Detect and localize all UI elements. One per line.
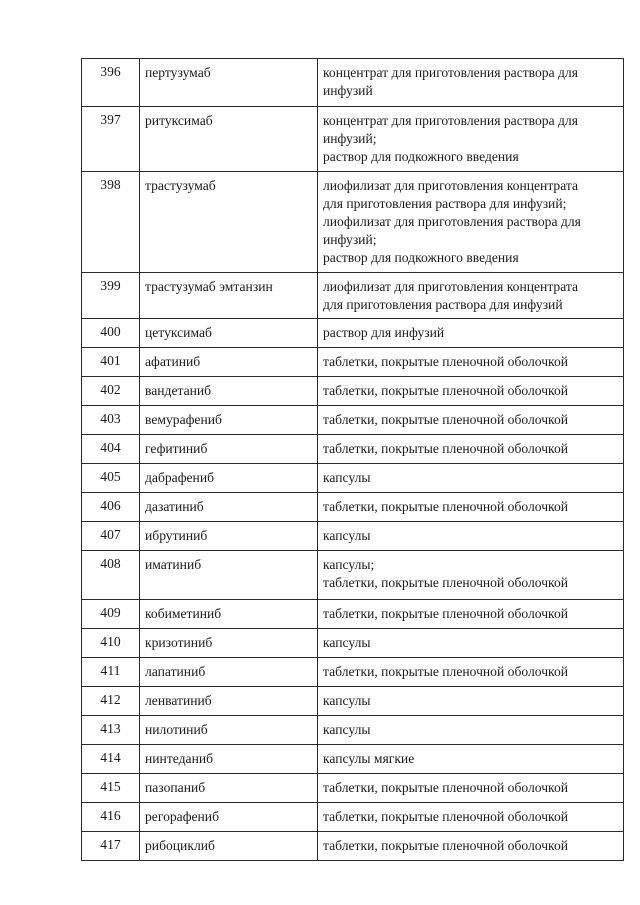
drug-name-cell (140, 551, 318, 600)
dosage-form-cell (318, 522, 624, 551)
dosage-form: концентрат для приготовления раствора для инфузий; раствор для подкожного введения (323, 113, 578, 164)
drug-name: нинтеданиб (145, 751, 214, 766)
table-row (82, 522, 624, 551)
dosage-form-cell (318, 551, 624, 600)
dosage-form-cell (318, 774, 624, 803)
table-row (82, 493, 624, 522)
dosage-form-cell (318, 107, 624, 172)
drug-name-cell (140, 803, 318, 832)
table-row (82, 629, 624, 658)
dosage-form: таблетки, покрытые пленочной оболочкой (323, 412, 569, 427)
dosage-form: раствор для инфузий (323, 325, 445, 340)
row-number: 410 (100, 634, 121, 649)
dosage-form-cell (318, 745, 624, 774)
drug-name: афатиниб (145, 354, 201, 369)
drug-name: дабрафениб (145, 470, 215, 485)
drug-name-cell (140, 319, 318, 348)
table-row (82, 774, 624, 803)
drug-name-cell (140, 600, 318, 629)
row-number-cell (82, 716, 140, 745)
table-row (82, 600, 624, 629)
drug-name: ритуксимаб (145, 113, 213, 128)
table-row (82, 687, 624, 716)
row-number: 407 (100, 527, 121, 542)
row-number-cell (82, 348, 140, 377)
row-number-cell (82, 774, 140, 803)
row-number-cell (82, 464, 140, 493)
row-number-cell (82, 629, 140, 658)
drug-name: пертузумаб (145, 65, 211, 80)
table-row (82, 464, 624, 493)
row-number: 406 (100, 498, 121, 513)
row-number-cell (82, 406, 140, 435)
row-number: 402 (100, 382, 121, 397)
table-row (82, 435, 624, 464)
row-number: 401 (100, 353, 121, 368)
dosage-form: капсулы; таблетки, покрытые пленочной оболочкой (323, 557, 569, 590)
drug-name: вемурафениб (145, 412, 222, 427)
dosage-form-cell (318, 377, 624, 406)
drug-name: кризотиниб (145, 635, 213, 650)
table-body (82, 59, 624, 861)
drug-name: дазатиниб (145, 499, 204, 514)
dosage-form: таблетки, покрытые пленочной оболочкой (323, 354, 569, 369)
table-row (82, 803, 624, 832)
row-number: 399 (100, 278, 121, 293)
row-number: 405 (100, 469, 121, 484)
row-number-cell (82, 435, 140, 464)
table-row (82, 406, 624, 435)
dosage-form-cell (318, 658, 624, 687)
drug-name: пазопаниб (145, 780, 206, 795)
dosage-form-cell (318, 348, 624, 377)
table-row (82, 273, 624, 319)
row-number-cell (82, 493, 140, 522)
dosage-form-cell (318, 803, 624, 832)
drug-name-cell (140, 716, 318, 745)
dosage-form-cell (318, 832, 624, 861)
row-number: 411 (100, 663, 121, 678)
row-number-cell (82, 107, 140, 172)
dosage-form: капсулы мягкие (323, 751, 415, 766)
drug-name-cell (140, 629, 318, 658)
row-number-cell (82, 59, 140, 107)
table-row (82, 832, 624, 861)
drug-name-cell (140, 832, 318, 861)
row-number-cell (82, 319, 140, 348)
row-number: 408 (100, 556, 121, 571)
row-number: 396 (100, 64, 121, 79)
row-number-cell (82, 687, 140, 716)
table-row (82, 658, 624, 687)
drug-name: ленватиниб (145, 693, 212, 708)
dosage-form: концентрат для приготовления раствора для инфузий (323, 65, 578, 98)
table-row (82, 551, 624, 600)
drug-name: ибрутиниб (145, 528, 208, 543)
drug-name-cell (140, 348, 318, 377)
dosage-form-cell (318, 493, 624, 522)
dosage-form-cell (318, 406, 624, 435)
row-number-cell (82, 832, 140, 861)
table-row (82, 348, 624, 377)
row-number: 397 (100, 112, 121, 127)
row-number: 416 (100, 808, 121, 823)
row-number-cell (82, 658, 140, 687)
dosage-form-cell (318, 172, 624, 273)
drug-name: нилотиниб (145, 722, 208, 737)
drug-name-cell (140, 658, 318, 687)
dosage-form: лиофилизат для приготовления концентрата для приготовления раствора для инфузий (323, 279, 579, 312)
dosage-form: капсулы (323, 722, 371, 737)
row-number-cell (82, 377, 140, 406)
dosage-form-cell (318, 716, 624, 745)
dosage-form-cell (318, 600, 624, 629)
drug-name-cell (140, 107, 318, 172)
row-number: 409 (100, 605, 121, 620)
dosage-form-cell (318, 435, 624, 464)
drug-name: трастузумаб (145, 178, 216, 193)
drug-name: регорафениб (145, 809, 220, 824)
row-number: 404 (100, 440, 121, 455)
row-number: 414 (100, 750, 121, 765)
table-row (82, 716, 624, 745)
dosage-form-cell (318, 59, 624, 107)
drug-name-cell (140, 172, 318, 273)
row-number-cell (82, 172, 140, 273)
dosage-form: таблетки, покрытые пленочной оболочкой (323, 664, 569, 679)
dosage-form: капсулы (323, 470, 371, 485)
dosage-form: таблетки, покрытые пленочной оболочкой (323, 780, 569, 795)
row-number: 398 (100, 177, 121, 192)
row-number: 417 (100, 837, 121, 852)
dosage-form: капсулы (323, 635, 371, 650)
dosage-form: лиофилизат для приготовления концентрата для приготовления раствора для инфузий; лиофилизат для приготовления раствора для инфузий; раствор для подкожного введения (323, 178, 581, 265)
table-row (82, 377, 624, 406)
drug-name: цетуксимаб (145, 325, 212, 340)
dosage-form-cell (318, 629, 624, 658)
drug-list-table (81, 58, 624, 861)
table-row (82, 59, 624, 107)
drug-name: иматиниб (145, 557, 202, 572)
dosage-form: таблетки, покрытые пленочной оболочкой (323, 809, 569, 824)
row-number-cell (82, 551, 140, 600)
dosage-form: таблетки, покрытые пленочной оболочкой (323, 441, 569, 456)
drug-name-cell (140, 774, 318, 803)
table-row (82, 745, 624, 774)
drug-name-cell (140, 406, 318, 435)
dosage-form-cell (318, 319, 624, 348)
drug-name-cell (140, 493, 318, 522)
table-row (82, 172, 624, 273)
dosage-form: таблетки, покрытые пленочной оболочкой (323, 383, 569, 398)
dosage-form: капсулы (323, 528, 371, 543)
drug-name: вандетаниб (145, 383, 212, 398)
drug-name-cell (140, 273, 318, 319)
drug-name-cell (140, 377, 318, 406)
row-number: 412 (100, 692, 121, 707)
dosage-form: капсулы (323, 693, 371, 708)
row-number: 403 (100, 411, 121, 426)
row-number: 400 (100, 324, 121, 339)
drug-name-cell (140, 435, 318, 464)
row-number-cell (82, 273, 140, 319)
dosage-form: таблетки, покрытые пленочной оболочкой (323, 606, 569, 621)
drug-name-cell (140, 59, 318, 107)
dosage-form: таблетки, покрытые пленочной оболочкой (323, 499, 569, 514)
dosage-form-cell (318, 273, 624, 319)
dosage-form: таблетки, покрытые пленочной оболочкой (323, 838, 569, 853)
drug-name: трастузумаб эмтанзин (145, 279, 273, 294)
dosage-form-cell (318, 464, 624, 493)
drug-name-cell (140, 464, 318, 493)
row-number-cell (82, 522, 140, 551)
row-number: 415 (100, 779, 121, 794)
drug-name: кобиметиниб (145, 606, 222, 621)
drug-name-cell (140, 687, 318, 716)
drug-name-cell (140, 745, 318, 774)
table-row (82, 319, 624, 348)
drug-name: гефитиниб (145, 441, 208, 456)
table-row (82, 107, 624, 172)
row-number-cell (82, 803, 140, 832)
dosage-form-cell (318, 687, 624, 716)
row-number-cell (82, 745, 140, 774)
drug-name: рибоциклиб (145, 838, 215, 853)
drug-name: лапатиниб (145, 664, 206, 679)
drug-name-cell (140, 522, 318, 551)
row-number: 413 (100, 721, 121, 736)
row-number-cell (82, 600, 140, 629)
